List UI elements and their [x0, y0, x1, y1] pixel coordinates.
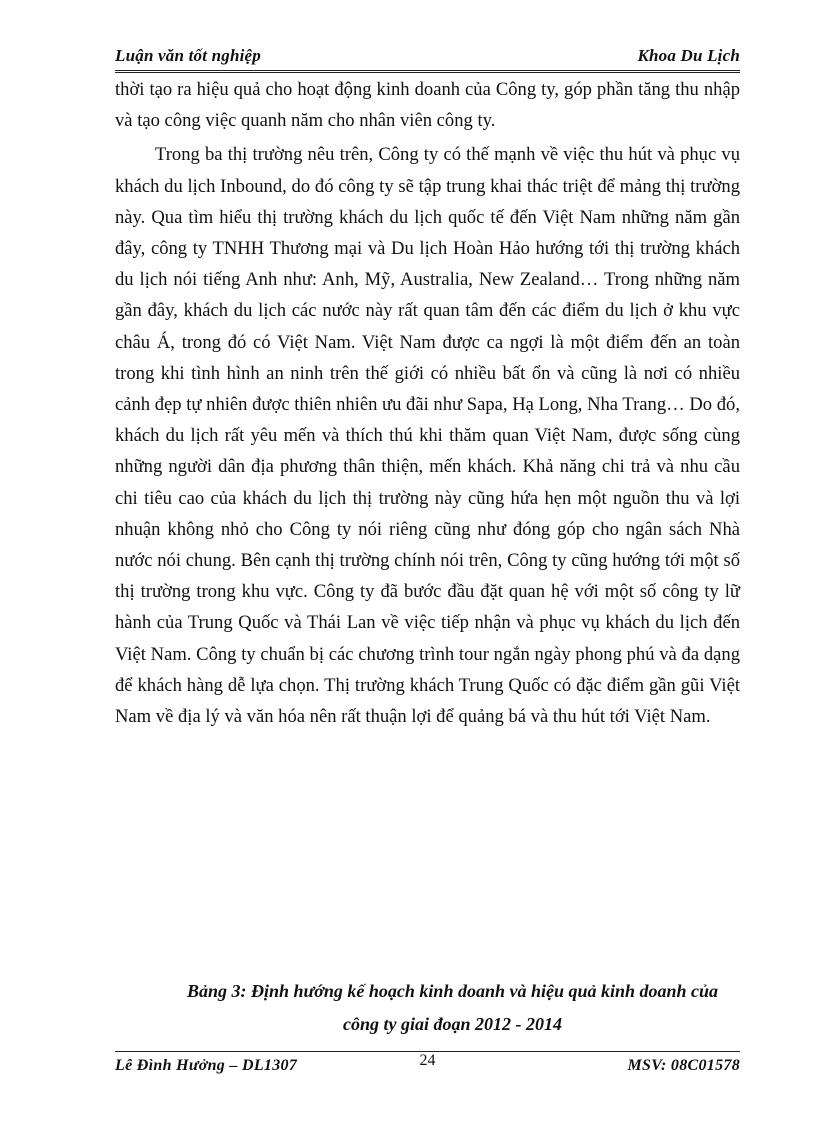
- paragraph-continued: thời tạo ra hiệu quả cho hoạt động kinh doanh của Công ty, góp phần tăng thu nhập và tạo công việc quanh năm cho nhân viên công ty.: [115, 79, 740, 132]
- table-caption-line-2: công ty giai đoạn 2012 - 2014: [343, 1014, 562, 1034]
- header-faculty-label: Khoa Du Lịch: [637, 46, 740, 65]
- page-number: 24: [419, 1052, 436, 1069]
- body-text: [115, 74, 740, 732]
- footer-student-id: MSV: 08C01578: [627, 1057, 740, 1074]
- paragraph-markets: Trong ba thị trường nêu trên, Công ty có thế mạnh về việc thu hút và phục vụ khách du lịch Inbound, do đó công ty sẽ tập trung khai thác triệt để mảng thị trường này. Qua tìm hiểu thị trường khách du lịch quốc tế đến Việt Nam những năm gần đây, công ty TNHH Thương mại và Du lịch Hoàn Hảo hướng tới thị trường khách du lịch nói tiếng Anh như: Anh, Mỹ, Australia, New Zealand… Trong những năm gần đây, khách du lịch các nước này rất quan tâm đến các điểm du lịch ở khu vực châu Á, trong đó có Việt Nam. Việt Nam được ca ngợi là một điểm đến an toàn trong khi tình hình an ninh trên thế giới có nhiều bất ổn và cũng là nơi có nhiều cảnh đẹp tự nhiên được thiên nhiên ưu đãi như Sapa, Hạ Long, Nha Trang… Do đó, khách du lịch rất yêu mến và thích thú khi thăm quan Việt Nam, được sống cùng những người dân địa phương thân thiện, mến khách. Khả năng chi trả và nhu cầu chi tiêu cao của khách du lịch thị trường này cũng hứa hẹn một nguồn thu và lợi nhuận không nhỏ cho Công ty nói riêng cũng như đóng góp cho ngân sách Nhà nước nói chung. Bên cạnh thị trường chính nói trên, Công ty cũng hướng tới một số thị trường trong khu vực. Công ty đã bước đầu đặt quan hệ với một số công ty lữ hành của Trung Quốc và Thái Lan về việc tiếp nhận và phục vụ khách du lịch đến Việt Nam. Công ty chuẩn bị các chương trình tour ngắn ngày phong phú và đa dạng để khách hàng dễ lựa chọn. Thị trường khách Trung Quốc có đặc điểm gần gũi Việt Nam về địa lý và văn hóa nên rất thuận lợi để quảng bá và thu hút tới Việt Nam.: [115, 144, 740, 728]
- table-caption: [115, 975, 790, 1041]
- footer-author: Lê Đình Hưởng – DL1307: [115, 1057, 298, 1074]
- table-caption-line-1: Bảng 3: Định hướng kế hoạch kinh doanh và hiệu quả kinh doanh của: [186, 981, 719, 1001]
- header-thesis-label: Luận văn tốt nghiệp: [115, 46, 261, 65]
- page-footer: [115, 1051, 740, 1092]
- page-header: [115, 44, 740, 73]
